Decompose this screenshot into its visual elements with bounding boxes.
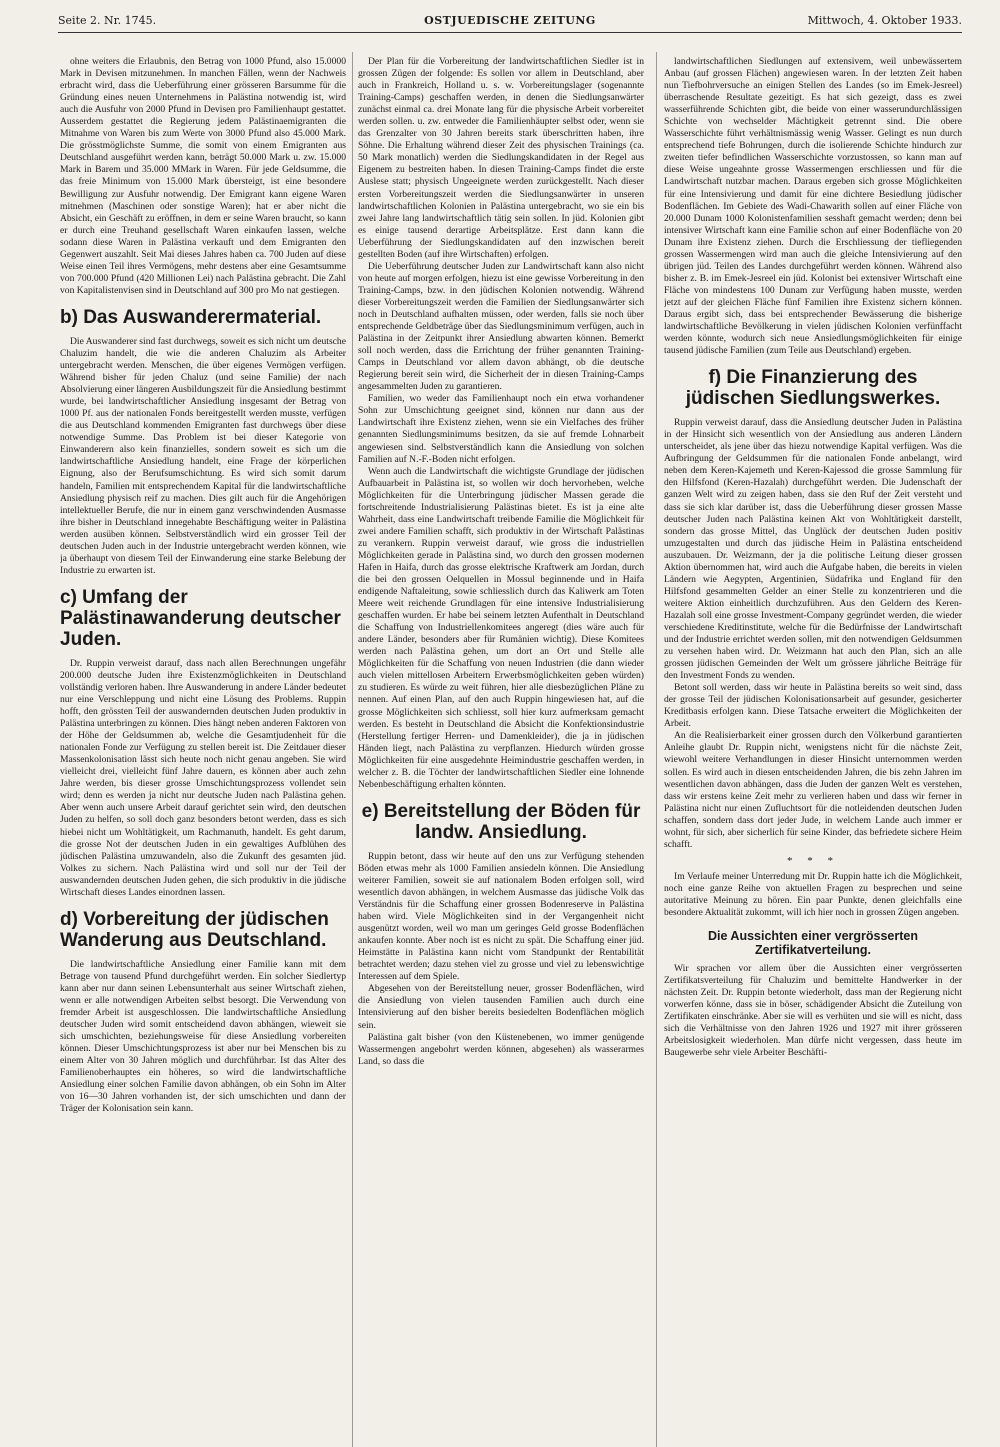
paragraph: Wenn auch die Landwirtschaft die wichtigste Grundlage der jüdischen Aufbauarbeit in Palästina ist, so wollen wir doch hervorheben, welche Möglichkeiten für die Unterbringung jüdischer Massen gerade die fortschreitende Industrialisierung Palästinas bietet. Es ist ja eine alte Wahrheit, dass eine Landwirtschaft treibende Familie die Möglichkeit für zwei andere Familien schafft, sich produktiv in der Wirtschaft Palästinas zu verankern. Ruppin verweist darauf, wie gross die industriellen Möglichkeiten gerade in Palästina sind, wo durch den grossen modernen Hafen in Haifa, durch das grosse elektrische Kraftwerk am Jordan, durch die bei den grossen Oelquellen in Mossul beginnende und in Haifa endigende Naftaleitung, sowie schliesslich durch das Kaliwerk am Toten Meere weit reichende Grundlagen für eine intensive Industrialisierung geschaffen wurden. Er habe bei seinem letzten Aufenthalt in Deutschland die Schaffung von Industriellenkomitees angeregt (dies wäre auch für andere Länder, besonders aber für Rumänien wichtig). Diese Komitees werden nach Palästina gehen, um dort an Ort und Stelle alle Möglichkeiten für die Schaffung von neuen Industrien (die dann wieder auch vielen mittellosen Arbeitern Erwerbsmöglichkeiten geben würden) zu studieren. Es würde zu weit führen, hier alle diesbezüglichen Pläne zu nennen. Auf einen Plan, auf den auch Ruppin hingewiesen hat, auf die grosse Möglichkeiten sich schliesst, soll hier kurz aufmerksam gemacht werden. Es besteht in Deutschland die Absicht die Konfektionsindustrie (Herstellung fertiger Herren- und Damenkleider), die ja in jüdischen Händen liegt, nach Palästina zu verpflanzen. Hiedurch würden grosse Möglichkeiten für eine ausgedehnte Heimindustrie geschaffen werden, in welcher z. B. die Töchter der landwirtschaftlichen Siedler eine lohnende Nebenbeschäftigung erhalten könnten. [358, 465, 644, 790]
paragraph: Abgesehen von der Bereitstellung neuer, grosser Bodenflächen, wird die Ansiedlung von vielen tausenden Familien auch durch eine Intensivierung auf den bisher bereits besiedelten Bodenflächen möglich sein. [358, 983, 644, 1031]
paragraph: Ruppin verweist darauf, dass die Ansiedlung deutscher Juden in Palästina in der Hinsicht sich wesentlich von der Ansiedlung aus anderen Ländern unterscheidet, als jene über das hiezu notwendige Kapital verfügen. Was die Aufbringung der Geldsummen für die nationalen Fonde anbelangt, wird neben dem Keren-Kajemeth und Keren-Kajessod die grosse Sammlung für den Hilfsfond (Keren-Hazalah) durchgeführt werden. Die Judenschaft der ganzen Welt wird zu zeigen haben, dass sie den Ruf der Zeit versteht und dass sie sich klar darüber ist, dass die Ueberführung dieser grossen Masse deutscher Juden nach Palästina keinen Akt von Wohltätigkeit darstellt, sondern das grosse Mittel, das Unglück der deutschen Juden positiv umzugestalten und durch das jüdische Heim in Palästina entscheidend auszubauen. Dr. Weizmann, der ja die politische Leitung dieser grossen Aktion übernommen hat, wird auch die Aufgabe haben, die bereits in vielen Ländern wie Aegypten, Argentinien, Südafrika und England für den Hilfsfond gesammelten Gelder an einer Stelle zu konzentrieren und die weitere Aktion einheitlich durchzuführen. Aus den Geldern des Keren-Hazalah soll eine grosse Investment-Company gegründet werden, die wieder verschiedene Kreditinstitute, welche für die Bedürfnisse der Landwirtschaft und der Industrie errichtet werden sollen, mit den notwendigen Geldsummen zu versehen haben wird. Dr. Weizmann hat auch den Plan, sich an alle grossen jüdischen Gemeinden der Welt um grössere jährliche Beiträge für den Investment Fonds zu wenden. [664, 417, 962, 682]
section-heading-g: Die Aussichten einer vergrösserten Zertifikatverteilung. [707, 929, 919, 958]
paragraph: Betont soll werden, dass wir heute in Palästina bereits so weit sind, dass der grosse Teil der jüdischen Kolonisationsarbeit auf gesunder, gesicherter Kreditbasis erfolgen kann. Diese Tatsache erweitert die Möglichkeiten der Arbeit. [664, 682, 962, 730]
page-header [58, 12, 962, 33]
column-2 [358, 56, 644, 1446]
issue-date: Mittwoch, 4. Oktober 1933. [807, 14, 962, 27]
paragraph: Im Verlaufe meiner Unterredung mit Dr. Ruppin hatte ich die Möglichkeit, noch eine ganze Reihe von aktuellen Fragen zu besprechen und seine autoritative Meinung zu hören. Ein paar Punkte, denen gleichfalls eine besondere Aktualität zukommt, will ich hier noch in grossen Zügen angeben. [664, 870, 962, 919]
paragraph: Familien, wo weder das Familienhaupt noch ein etwa vorhandener Sohn zur Umschichtung geeignet sind, können nur dann aus der Landwirtschaft ihre Existenz ziehen, wenn sie ein Vielfaches des früher genannten Siedlungsminimums besitzen, da sie auf fremde Lohnarbeit angewiesen sind. Selbstverständlich kann die Ansiedlung von solchen Familien auf N.-F.-Boden nicht erfolgen. [358, 393, 644, 465]
section-heading-b: b) Das Auswanderermaterial. [60, 306, 322, 328]
column-3 [664, 56, 962, 1446]
section-heading-f: f) Die Finanzierung des jüdischen Siedlungswerkes. [685, 367, 941, 410]
paragraph: landwirtschaftlichen Siedlungen auf extensivem, weil unbewässertem Anbau (auf grossen Flächen) angewiesen waren. In der letzten Zeit haben nun Tiefbohrversuche an einigen Stellen des Landes (so im Emek-Jesreel) überraschende Resultate gezeitigt. Es hat sich gezeigt, dass es zwei wasserführende Schichten gibt, die beide von einer wasserundurchlässigen Schichte von wechselder Mächtigkeit getrennt sind. Die obere Wasserschichte führt verhältnismässig wenig Wasser. Gelingt es nun durch entsprechend tiefe Bohrungen, durch die isolierende Schichte hindurch zur zweiten tiefer befindlichen Wasserschichte vorzustossen, so kann man auf diese Weise ungeahnte grosse Wassermengen erschliessen und für die Landwirtschaft nutzbar machen. Daraus ergeben sich grosse Möglichkeiten für eine Intensivierung und damit für eine dichtere Besiedlung jüdischer Bodenflächen. Im Gebiete des Wadi-Chawarith sollen auf einer Fläche von 20.000 Dunam 1000 Kolonistenfamilien sesshaft gemacht werden; denn bei intensiver Wirtschaft kann eine Familie schon auf einer Bodenfläche von 20 Dunam ihre Existenz ziehen. Durch die Erschliessung der tiefliegenden grossen Wassermengen wird man auch die gleiche Intensivierung auf den übrigen jüd. Teilen des Landes durchgeführt werden können. Während also bisher z. B. im Emek-Jesreel ein jüd. Kolonist bei extensiver Wirtschaft eine Fläche von mindestens 100 Dunam zur Verfügung haben musste, werden jetzt auf der gleichen Fläche fünf Familien ihre Existenz sichern können. Daraus ergibt sich, dass bei entsprechender Bewässerung die bisherige landwirtschaftliche Bevölkerung in vielen jüdischen Kolonien verfünffacht werden könnte, wodurch sich neue Ansiedlungsmöglichkeiten für einige tausend jüdische Familien (zum Teile aus Deutschland) ergeben. [664, 56, 962, 357]
paragraph: Die landwirtschaftliche Ansiedlung einer Familie kann mit dem Betrage von tausend Pfund durchgeführt werden. Ein solcher Siedlertyp kann aber nur dann seinen Lebensunterhalt aus seiner Wirtschaft ziehen, wenn er alle notwendigen Arbeiten selbst besorgt. Die Verwendung von fremder Arbeit ist ausgeschlossen. Die landwirtschaftliche Ansiedlung deutscher Juden wird somit entscheidend davon abhängen, wieweit sie sich umschichten, beziehungsweise für diese Ansiedlung vorbereiten können. Dieser Umschichtungsprozess ist aber nur bei Menschen bis zu einem Alter von 30 Jahren möglich und durchführbar. Ist das Alter des Familienoberhauptes ein höheres, so wird die landwirtschaftliche Ansiedlung einer solchen Familie davon abhängen, ob ein Sohn im Alter von 16—30 Jahren vorhanden ist, der sich umschichten und dann der Träger der Kolonisation sein kann. [60, 958, 346, 1115]
page-number: Seite 2. Nr. 1745. [58, 14, 157, 27]
paragraph: Der Plan für die Vorbereitung der landwirtschaftlichen Siedler ist in grossen Zügen der folgende: Es sollen vor allem in Deutschland, aber auch in Frankreich, Holland u. s. w. Vorbereitungslager (sogenannte Training-Camps) geschaffen werden, in denen die Siedlungsanwärter zunächst einmal ca. drei Monate lang für die physische Arbeit vorbereitet werden sollen. u. zw. entweder die Familienhäupter selbst oder, wenn sie das Grenzalter von 30 Jahren bereits stark überschritten haben, ihre Söhne. Die Erhaltung während dieser Zeit des physischen Trainings (ca. 50 Mark monatlich) werden die Siedlungskandidaten in der Regel aus Eigenem zu bestreiten haben. In diesen Training-Camps findet die erste Auslese statt; physisch Ungeeignete werden zurückgestellt. Nach dieser ersten Vorbereitungszeit werden die Siedlungsanwärter in unseren landwirtschaftlichen Kolonien in Palästina untergebracht, wo sie ein bis zwei Jahre lang landwirtschaftlich tätig sein sollen. In jüd. Kolonien gibt es einige tausend derartige Arbeitsplätze. Erst dann kann die Ueberführung der Siedlungskandidaten auf den inzwischen bereit gestellten Boden (auf ihre Wirtschaften) erfolgen. [358, 56, 644, 260]
section-heading-c: c) Umfang der Palästinawanderung deutscher Juden. [60, 586, 341, 650]
section-separator: * * * [787, 854, 839, 867]
paragraph: Die Ueberführung deutscher Juden zur Landwirtschaft kann also nicht von heute auf morgen erfolgen, hiezu ist eine gewisse Vorbereitung in den Training-Camps, bzw. in den jüdischen Kolonien notwendig. Während dieser Vorbereitungszeit werden die Familien der Siedlungsanwärter sich noch in Deutschland aufhalten müssen, oder werden, falls sie noch über entsprechende Geldbeträge über das Siedlungsminimum verfügen, auch in Palästina in der Zeitpunkt ihrer Ansiedlung abwarten können. Bemerkt soll noch werden, dass die Errichtung der früher genannten Training-Camps in Deutschland vor allem davon abhängt, ob die deutsche Regierung bereit sein wird, die Sicherheit der in diesen Training-Camps angesammelten Juden zu garantieren. [358, 260, 644, 393]
column-divider [352, 52, 353, 1447]
paragraph: ohne weiters die Erlaubnis, den Betrag von 1000 Pfund, also 15.0000 Mark in Devisen mitzunehmen. In manchen Fällen, wenn der Nachweis erbracht wird, dass die Ueberführung einer grösseren Barsumme für die Gründung eines neuen Unternehmens in Palästina notwendig ist, wird auch die Ausfuhr von 2000 Pfund in Devisen pro Familienhaupt gestattet. Ausserdem gestattet die Regierung jedem Palästinaemigranten die Mitnahme von Waren bis zum Werte von 3000 Pfund also 45.000 Mark. Die grösstmöglichste Summe, die somit von einem Emigranten aus Deutschland ausgeführt werden kann, beträgt 50.000 Mark u. zw. 15.000 Mark in Barem und 35.000 MMark in Waren. Für jede Geldsumme, die das freie Minimum von 15.000 Mark übersteigt, ist eine besondere Bewilligung zur Ausfuhr notwendig. Der Emigrant kann eigene Waren mitnehmen (Maschinen oder sonstige Waren); hat er aber nicht die Absicht, ein Geschäft zu eröffnen, in dem er seine Waren braucht, so kann er durch eine Treuhand gesellschaft Waren einkaufen lassen, welche sodann diese Waren in Palästina verkauft und dem Emigranten den Gegenwert auszahlt. Seit Mai dieses Jahres haben ca. 700 Juden auf diese Weise einen Teil ihres Vermögens, mehr destens aber eine Gesamtsumme von 700.000 Pfund (420 Millionen Lei) nach Palästina gebracht. Die Zahl von Kapitalistenvisen sind in Deutschland auf 300 pro Mo nat gestiegen. [60, 56, 346, 296]
paragraph: Dr. Ruppin verweist darauf, dass nach allen Berechnungen ungefähr 200.000 deutsche Juden ihre Existenzmöglichkeiten in Deutschland vollständig verloren haben. Ihre Auswanderung in andere Länder bedeutet nur eine Verschleppung und nicht eine Lösung des Problems. Ruppin hofft, den grössten Teil der auswandernden deutschen Juden produktiv in Palästina unterbringen zu können. Dies hängt neben anderen Faktoren von der Höhe der Geldsummen ab, welche die Gesamtjudenheit für die nationalen Fonde zur Verfügung zu stellen bereit ist. Die Zeitdauer dieser Massenkolonisation lässt sich heute noch nicht genau angeben. Sie wird vielleicht drei, vielleicht fünf Jahre dauern, es können aber auch zehn Jahre werden, bis dieser grosse Umschichtungsprozess vollendet sein wird; denn es werden ja nicht nur deutsche Juden nach Palästina gehen. Aber wenn auch unsere Arbeit darauf gerichtet sein wird, den deutschen Juden zu helfen, so soll doch ganz besonders betont werden, dass es sich hiebei nicht um Wohltätigkeit, um Rachmanuth, handelt. Es geht darum, die grosse Not der deutschen Juden in ein gewaltiges Aufblühen des jüdischen Palästina umzuwandeln, also die Zukunft des gesamten jüd. Volkes zu sichern. Nach Palästina wird und soll nur der Teil der auswandernden deutschen Juden gehen, die sich produktiv in die jüdische Wirtschaft dieses Landes einordnen lassen. [60, 657, 346, 898]
paragraph: An die Realisierbarkeit einer grossen durch den Völkerbund garantierten Anleihe glaubt Dr. Ruppin nicht, wenigstens nicht für die nächste Zeit, wiewohl weitere Verhandlungen in dieser Hinsicht unternommen werden sollen. Es wird auch in diesen entscheidenden Jahren, die bis zehn Jahren im wesentlichen davon abhängen, dass die Juden der ganzen Welt es verstehen, dass wir erstens keine Zeit mehr zu verlieren haben und dass wir ferner in Palästina nicht nur einen Zufluchtsort für die notleidenden deutschen Juden schaffen, sondern dass dort jeder Jude, in welchem Lande auch immer er wohnt, für sich, aber sicherlich für seine Kinder, das befriedete sichere Heim schafft. [664, 730, 962, 850]
paragraph: Die Auswanderer sind fast durchwegs, soweit es sich nicht um deutsche Chaluzim handelt, die wie die anderen Chaluzim als Arbeiter untergebracht werden. Menschen, die über eigenes Vermögen verfügen. Während bisher für jeden Chaluz (und seine Familie) der nach Absolvierung einer längeren Ausbildungszeit für die Ansiedlung bestimmt wurde, bei landwirtschaftlicher Ansiedlung insgesamt der Betrag von 1000 Pf. aus der nationalen Fonds bereitgestellt werden musste, verfügen die aus Deutschland kommenden Emigranten fast durchwegs über diese notwendige Summe. Das Problem ist bei dieser Kategorie von Einwanderern also kein finanzielles, sondern soweit es sich um die landwirtschaftliche Ansiedlung handelt, eine Frage der körperlichen Eignung, also der Berufsumschichtung. Es wird sich somit darum handeln, Familien mit entsprechendem Kapital für die landwirtschaftliche Ansiedlung physisch reif zu machen. Dies gilt auch für die Angehörigen intellektueller Berufe, die nur in einem ganz verschwindenden Ausmasse ihre bisher in Deutschland innegehabte Beschäftigung weiter in Palästina werden ausüben können. Selbstverständlich wird ein grosser Teil der deutschen Juden auch in der Industrie untergebracht werden können, wie ja überhaupt von diesem Teil der Einwanderung eine starke Belebung der Industrie zu erwarten ist. [60, 335, 346, 576]
newspaper-title: OSTJUEDISCHE ZEITUNG [424, 14, 596, 27]
section-heading-d: d) Vorbereitung der jüdischen Wanderung aus Deutschland. [60, 908, 329, 951]
paragraph: Wir sprachen vor allem über die Aussichten einer vergrösserten Zertifikatsverteilung für Chaluzim und bemittelte Handwerker in der nächsten Zeit. Dr. Ruppin betonte wiederholt, dass man der Regierung nicht vorwerfen könne, dass sie in böser, schädigender Absicht die Zuteilung von Zertifikaten einschränke. Aber sie will es verhüten und sie will es nicht, dass sich die Verhältnisse von den Jahren 1926 und 1927 mit ihrer grösseren Arbeitslosigkeit wiederholen. Man dürfe nicht vergessen, dass heute im Baugewerbe sehr viele Arbeiter Beschäfti- [664, 963, 962, 1059]
paragraph: Ruppin betont, dass wir heute auf den uns zur Verfügung stehenden Böden etwas mehr als 1000 Familien ansiedeln können. Die Ansiedlung weiterer Familien, soweit sie auf nationalem Boden erfolgen soll, wird wesentlich davon abhängen, in welchem Ausmasse das jüdische Volk das Verständnis für die Schaffung einer grossen Bodenreserve in Palästina haben wird. Viele Möglichkeiten sind in der Vergangenheit nicht ausgenützt worden, weil wo man um geringes Geld grosse Bodenflächen ankaufen konnte. Aber noch ist es nicht zu spät. Die Schaffung einer jüd. Heimstätte in Palästina kann nicht vom Standpunkt der Rentabilität betrachtet werden; dazu stehen viel zu grosse und viel zu lebenswichtige Interessen auf dem Spiele. [358, 850, 644, 983]
paragraph: Palästina galt bisher (von den Küstenebenen, wo immer genügende Wassermengen angebohrt werden können, abgesehen) als wasserarmes Land, so dass die [358, 1031, 644, 1067]
column-1 [60, 56, 346, 1446]
column-divider [656, 52, 657, 1447]
section-heading-e: e) Bereitstellung der Böden für landw. Ansiedlung. [361, 800, 641, 843]
